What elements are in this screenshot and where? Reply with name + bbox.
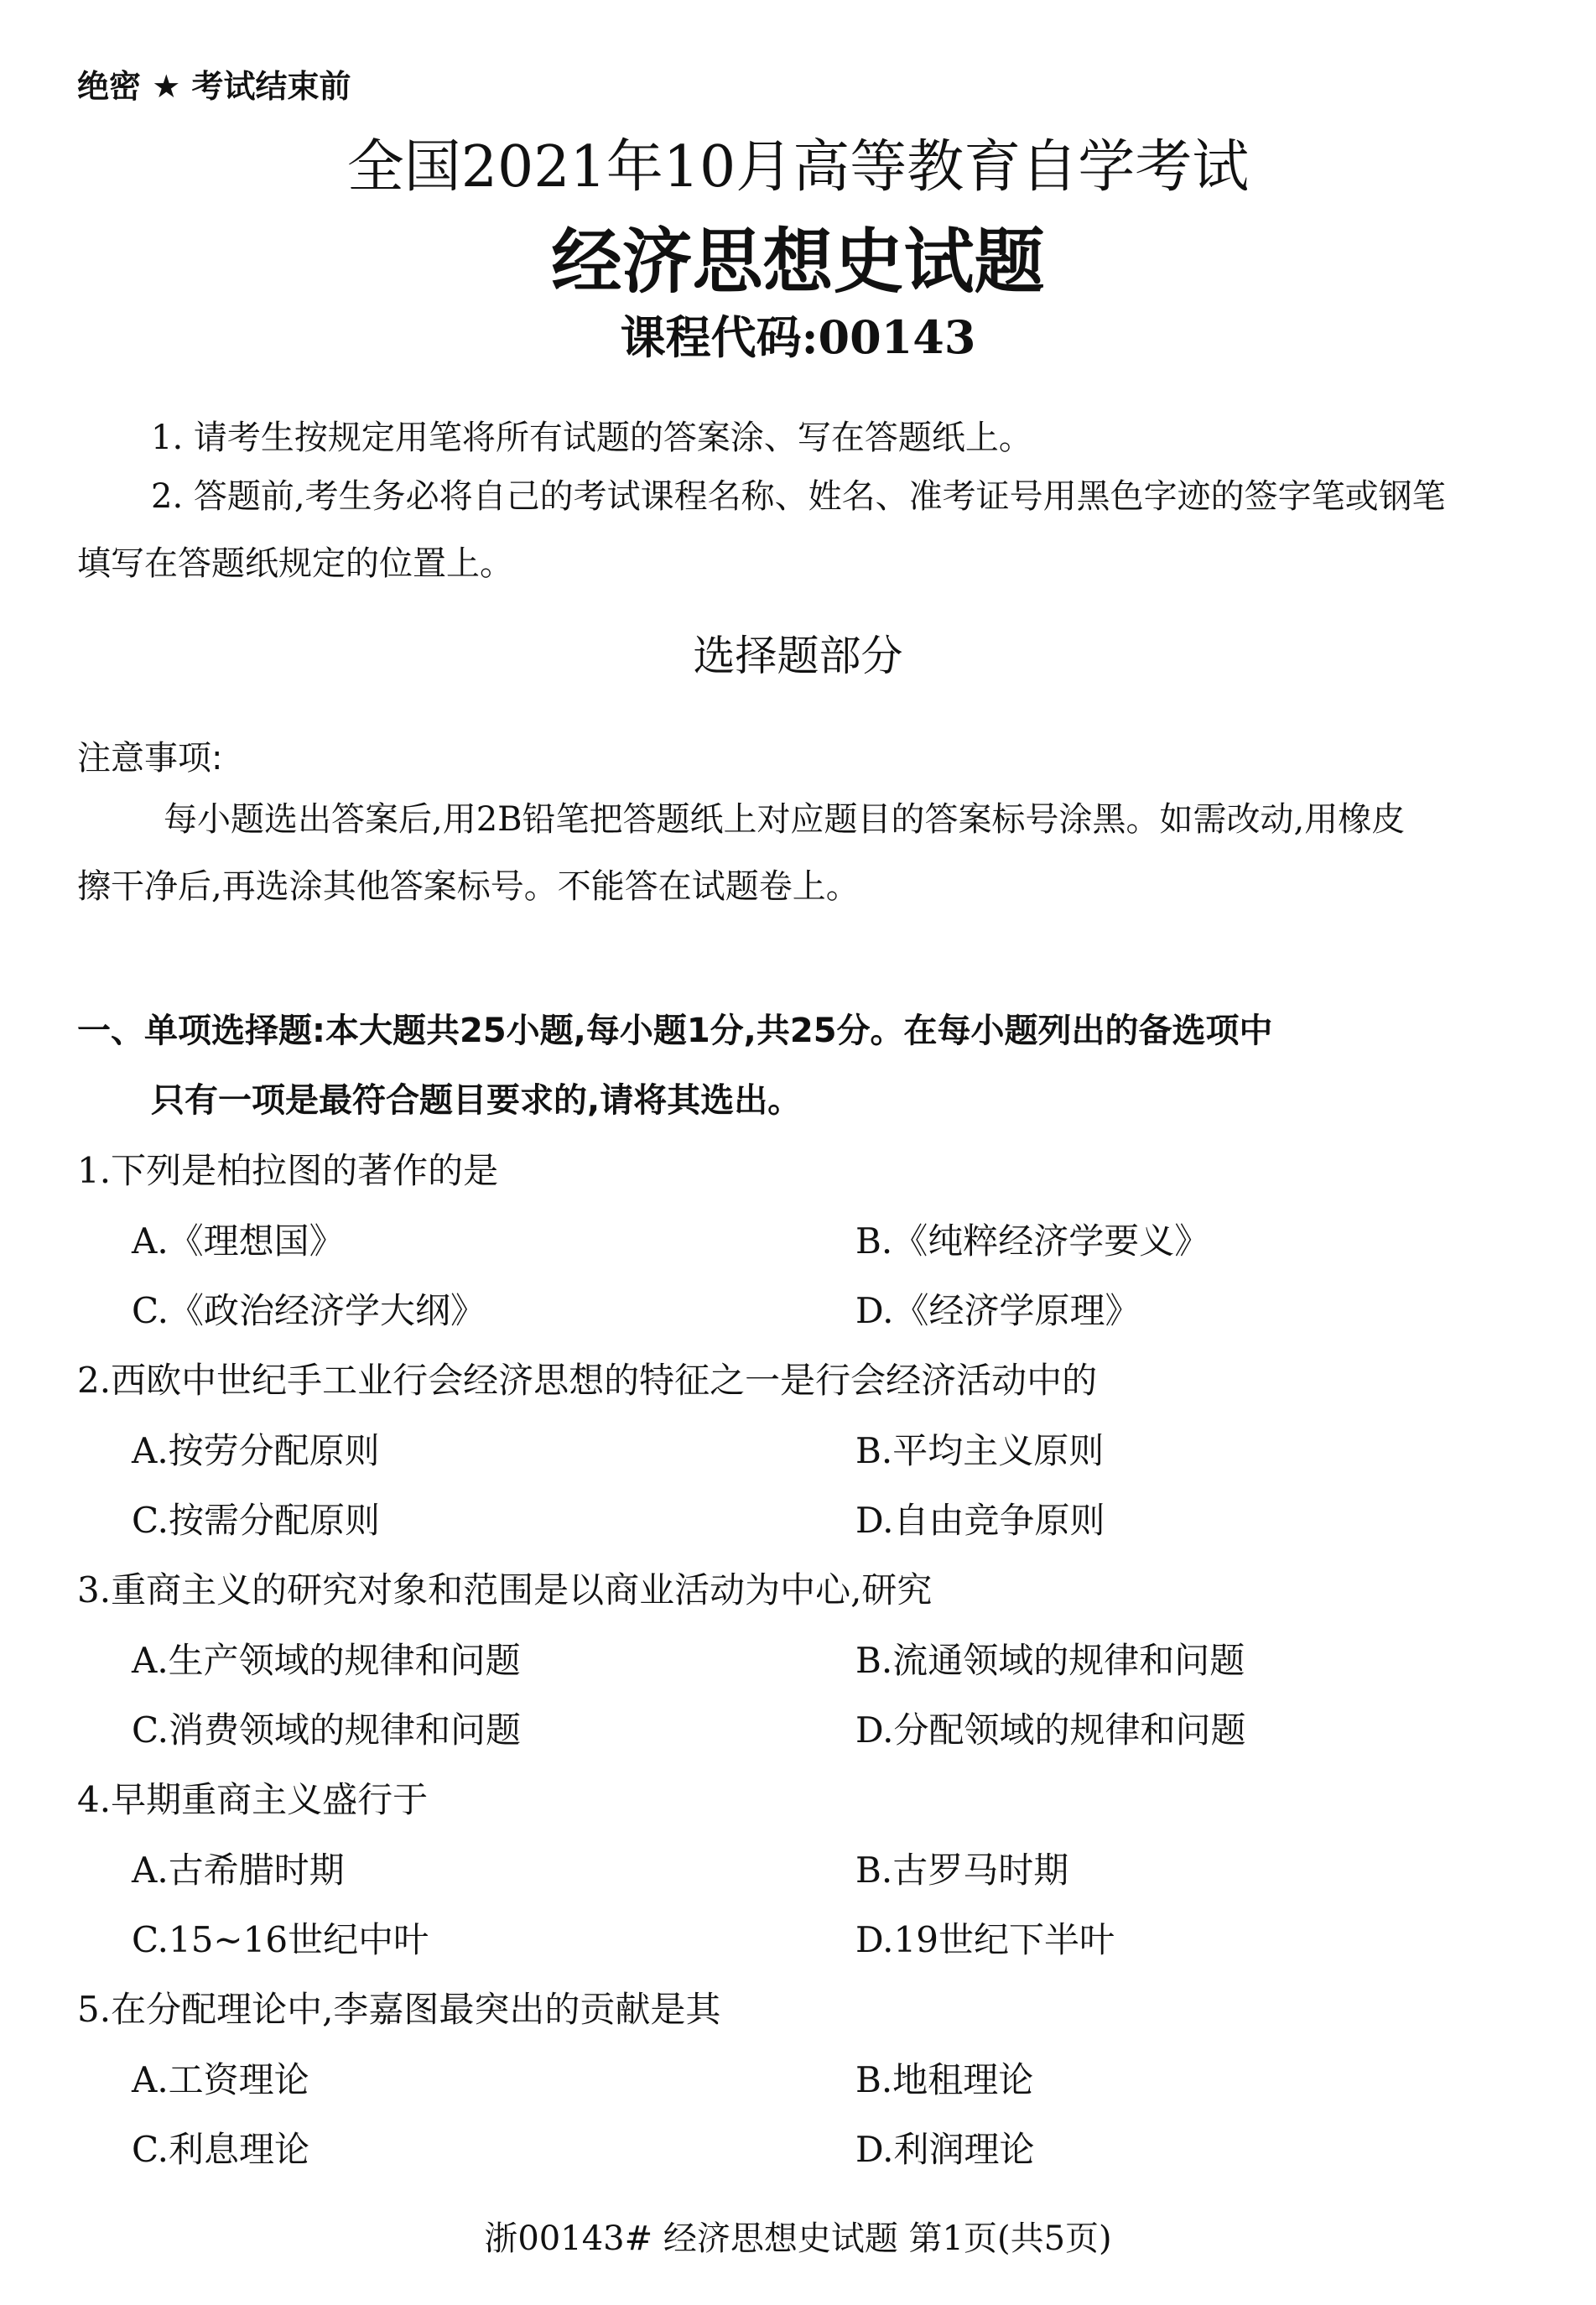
question-5-stem: 5.在分配理论中,李嘉图最突出的贡献是其 (77, 1989, 721, 2030)
question-1-option-a: A.《理想国》 (132, 1220, 345, 1262)
question-5-option-c: C.利息理论 (132, 2129, 309, 2170)
attention-line-2: 擦干净后,再选涂其他答案标号。不能答在试题卷上。 (77, 867, 860, 906)
attention-line-1: 每小题选出答案后,用2B铅笔把答题纸上对应题目的答案标号涂黑。如需改动,用橡皮 (164, 800, 1406, 839)
question-2-option-a: A.按劳分配原则 (132, 1430, 380, 1471)
question-5-option-b: B.地租理论 (855, 2059, 1034, 2100)
question-2-option-c: C.按需分配原则 (132, 1500, 380, 1541)
question-1-option-d: D.《经济学原理》 (855, 1290, 1141, 1331)
question-3-option-a: A.生产领域的规律和问题 (132, 1640, 521, 1681)
question-4-option-d: D.19世纪下半叶 (855, 1919, 1115, 1960)
question-3-option-b: B.流通领域的规律和问题 (855, 1640, 1245, 1681)
secret-label: 绝密 ★ 考试结束前 (77, 68, 351, 105)
question-4-option-c: C.15~16世纪中叶 (132, 1919, 429, 1960)
attention-title: 注意事项: (77, 739, 223, 778)
notice-line-1: 1. 请考生按规定用笔将所有试题的答案涂、写在答题纸上。 (151, 419, 1032, 457)
part-heading-line-2: 只有一项是最符合题目要求的,请将其选出。 (151, 1081, 802, 1120)
question-3-option-c: C.消费领域的规律和问题 (132, 1709, 521, 1751)
subject-title: 经济思想史试题 (551, 220, 1045, 303)
question-4-option-a: A.古希腊时期 (132, 1850, 345, 1891)
question-1-option-c: C.《政治经济学大纲》 (132, 1290, 486, 1331)
question-2-stem: 2.西欧中世纪手工业行会经济思想的特征之一是行会经济活动中的 (77, 1360, 1098, 1401)
course-code: 课程代码:00143 (620, 310, 976, 364)
exam-title: 全国2021年10月高等教育自学考试 (346, 134, 1250, 200)
section-title: 选择题部分 (693, 632, 903, 680)
question-3-stem: 3.重商主义的研究对象和范围是以商业活动为中心,研究 (77, 1569, 933, 1610)
question-2-option-d: D.自由竞争原则 (855, 1500, 1105, 1541)
question-2-option-b: B.平均主义原则 (855, 1430, 1105, 1471)
question-4-option-b: B.古罗马时期 (855, 1850, 1069, 1891)
part-heading-line-1: 一、单项选择题:本大题共25小题,每小题1分,共25分。在每小题列出的备选项中 (77, 1012, 1273, 1050)
question-1-stem: 1.下列是柏拉图的著作的是 (77, 1150, 499, 1191)
question-5-option-d: D.利润理论 (855, 2129, 1035, 2170)
page-footer: 浙00143# 经济思想史试题 第1页(共5页) (484, 2219, 1112, 2258)
question-5-option-a: A.工资理论 (132, 2059, 309, 2100)
question-1-option-b: B.《纯粹经济学要义》 (855, 1220, 1210, 1262)
question-3-option-d: D.分配领域的规律和问题 (855, 1709, 1246, 1751)
notice-line-2: 2. 答题前,考生务必将自己的考试课程名称、姓名、准考证号用黑色字迹的签字笔或钢笔 (151, 477, 1446, 516)
question-4-stem: 4.早期重商主义盛行于 (77, 1779, 429, 1820)
notice-line-3: 填写在答题纸规定的位置上。 (77, 544, 513, 583)
